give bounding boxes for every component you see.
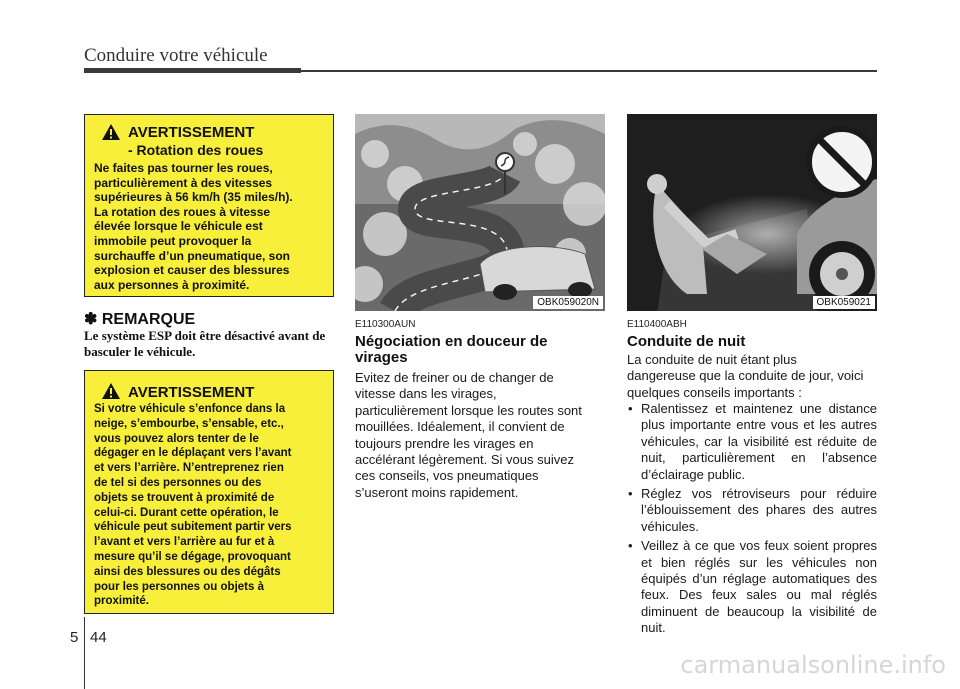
list-item-text: Ralentissez et maintenez une distance plus importante entre vous et les autres véhicules, car la visibilité est réduite de nuit, particulièrement en l’absence d’éclairage public. xyxy=(641,401,877,482)
warning-line: vous pouvez alors tenter de le xyxy=(94,432,259,445)
image-caption: OBK059020N xyxy=(533,296,603,309)
footer-divider xyxy=(84,617,85,689)
body-line: accélérant légèrement. Si vous suivez xyxy=(355,452,574,468)
warning-line: ainsi des blessures ou des dégâts xyxy=(94,565,281,578)
list-item-text: Veillez à ce que vos feux soient propres et bien réglés sur les véhicules non équipés d’un réglage automatiques des feux. Des feux sales ou mal réglés diminuent de beaucoup la visibilité de nuit. xyxy=(641,538,877,636)
header-rule-thin xyxy=(301,70,877,72)
illustration-night-driving xyxy=(627,114,877,311)
header-rule-thick xyxy=(84,68,301,73)
chapter-number: 5 xyxy=(70,629,79,646)
warning-body xyxy=(94,161,324,292)
warning-line: pour les personnes ou objets à xyxy=(94,580,264,593)
warning-subtitle: - Rotation des roues xyxy=(128,142,264,158)
warning-line: immobile peut provoquer la xyxy=(94,233,252,248)
list-item xyxy=(627,538,877,636)
warning-line: élevée lorsque le véhicule est xyxy=(94,219,263,234)
warning-line: Si votre véhicule s’enfonce dans la xyxy=(94,403,286,415)
warning-line: surchauffe d’un pneumatique, son xyxy=(94,248,291,263)
road-illustration xyxy=(355,114,605,311)
image-caption: OBK059021 xyxy=(813,296,876,309)
warning-title: AVERTISSEMENT xyxy=(128,384,255,401)
warning-line: supérieures à 56 km/h (35 miles/h). xyxy=(94,190,293,205)
bullet-icon: • xyxy=(628,538,633,554)
watermark: carmanualsonline.info xyxy=(680,651,946,679)
list-item xyxy=(627,401,877,483)
body-line: toujours prendre les virages en xyxy=(355,435,534,451)
body-line: particulièrement lorsque les routes sont xyxy=(355,402,582,418)
page-header-title: Conduire votre véhicule xyxy=(84,45,268,66)
warning-line: Ne faites pas tourner les roues, xyxy=(94,161,273,175)
section-title-line: virages xyxy=(355,349,408,366)
section-code: E110400ABH xyxy=(627,319,687,330)
warning-line: aux personnes à proximité. xyxy=(94,277,250,292)
warning-triangle-icon xyxy=(101,123,121,141)
warning-box-wheel-spin xyxy=(84,114,334,297)
warning-line: objets se trouvent à proximité de xyxy=(94,491,275,504)
warning-line: véhicule peut subitement partir vers xyxy=(94,521,292,534)
section-body xyxy=(355,370,605,501)
warning-body xyxy=(94,402,324,609)
warning-line: explosion et causer des blessures xyxy=(94,263,290,278)
night-illustration xyxy=(627,114,877,311)
body-line: ces conseils, vos pneumatiques xyxy=(355,468,539,484)
warning-line: et vers l’arrière. N’entreprenez rien xyxy=(94,462,284,475)
body-line: Evitez de freiner ou de changer de xyxy=(355,370,554,385)
warning-line: neige, s’embourbe, s’ensable, etc., xyxy=(94,417,284,430)
body-line: mouillées. Idéalement, il convient de xyxy=(355,419,565,435)
warning-line: La rotation des roues à vitesse xyxy=(94,204,271,219)
warning-triangle-icon xyxy=(101,382,121,400)
warning-box-stuck-vehicle xyxy=(84,370,334,614)
body-line: La conduite de nuit étant plus xyxy=(627,352,797,367)
body-line: vitesse dans les virages, xyxy=(355,386,497,402)
warning-line: de tel si des personnes ou des xyxy=(94,476,262,489)
section-title-line: Négociation en douceur de xyxy=(355,333,548,350)
warning-line: l’avant et vers l’arrière au fur et à xyxy=(94,536,275,549)
note-body: Le système ESP doit être désactivé avant de basculer le véhicule. xyxy=(84,328,326,359)
warning-line: mesure qu’il se dégage, provoquant xyxy=(94,550,291,563)
warning-line: proximité. xyxy=(94,595,149,608)
bullet-icon: • xyxy=(628,486,633,502)
body-line: dangereuse que la conduite de jour, voici xyxy=(627,368,864,384)
warning-title: AVERTISSEMENT xyxy=(128,124,255,141)
section-title: Conduite de nuit xyxy=(627,333,746,350)
body-line: s’useront moins rapidement. xyxy=(355,484,519,500)
section-title xyxy=(355,334,605,366)
warning-line: celui-ci. Durant cette opération, le xyxy=(94,506,279,519)
bullet-icon: • xyxy=(628,401,633,416)
warning-line: dégager en le déplaçant vers l’avant xyxy=(94,447,292,460)
list-item xyxy=(627,486,877,535)
note-title: ✽ REMARQUE xyxy=(84,311,196,328)
page-number: 44 xyxy=(90,629,107,646)
warning-line: particulièrement à des vitesses xyxy=(94,175,273,190)
list-item-text: Réglez vos rétroviseurs pour réduire l’éblouissement des phares des autres véhicules. xyxy=(641,486,877,534)
section-intro xyxy=(627,352,877,401)
tips-list xyxy=(627,401,877,640)
illustration-curving-road xyxy=(355,114,605,311)
body-line: quelques conseils importants : xyxy=(627,384,802,400)
section-code: E110300AUN xyxy=(355,319,416,330)
